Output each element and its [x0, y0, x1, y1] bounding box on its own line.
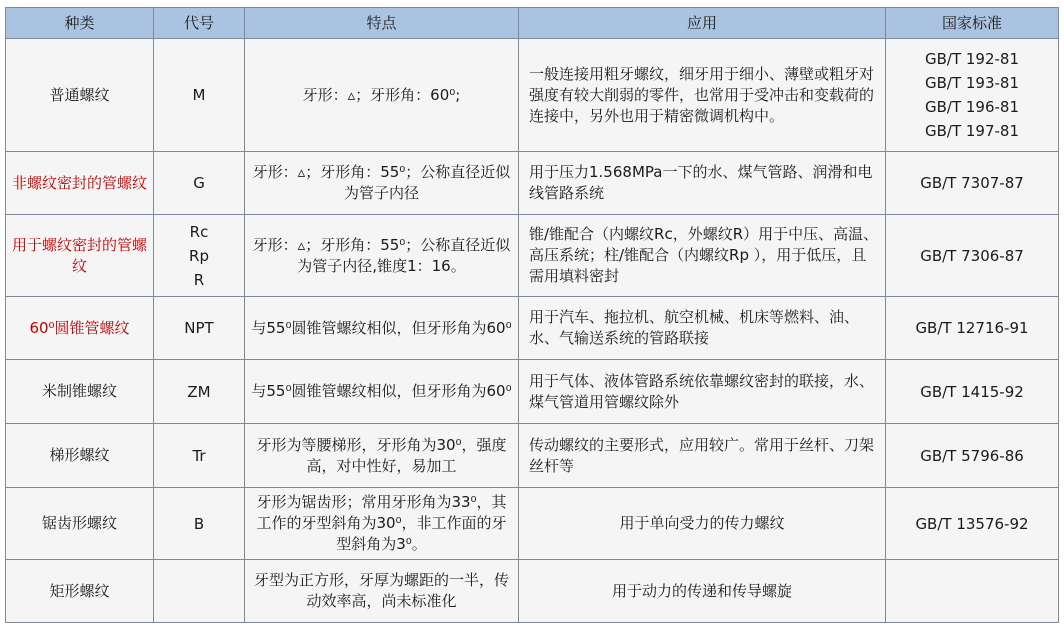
cell-standard	[886, 297, 1059, 360]
cell-kind: 矩形螺纹	[6, 560, 154, 623]
table-row	[6, 215, 1059, 297]
standard-value: GB/T 13576-92	[915, 514, 1029, 533]
standard-value: GB/T 12716-91	[915, 319, 1029, 337]
table-row	[6, 360, 1059, 424]
table-row	[6, 488, 1059, 560]
cell-standard	[886, 424, 1059, 488]
standard-value: GB/T 5796-86	[920, 446, 1024, 465]
cell-code	[154, 360, 245, 424]
cell-feature: 与55⁰圆锥管螺纹相似，但牙形角为60⁰	[245, 297, 519, 360]
cell-kind: 米制锥螺纹	[6, 360, 154, 424]
header-standard: 国家标准	[886, 8, 1059, 39]
code-value: R	[193, 270, 205, 289]
standard-value: GB/T 193-81	[924, 74, 1020, 92]
table-row	[6, 297, 1059, 360]
cell-standard	[886, 488, 1059, 560]
cell-kind: 锯齿形螺纹	[6, 488, 154, 560]
code-value: NPT	[184, 319, 214, 337]
code-value: M	[192, 86, 206, 104]
code-value: B	[193, 514, 205, 533]
cell-standard	[886, 152, 1059, 215]
cell-code	[154, 560, 245, 623]
cell-application: 用于单向受力的传力螺纹	[519, 488, 886, 560]
standard-value: GB/T 1415-92	[920, 382, 1024, 401]
header-application: 应用	[519, 8, 886, 39]
header-feature: 特点	[245, 8, 519, 39]
cell-application: 用于汽车、拖拉机、航空机械、机床等燃料、油、水、气输送系统的管路联接	[519, 297, 886, 360]
standard-value: GB/T 192-81	[924, 50, 1020, 68]
cell-code	[154, 297, 245, 360]
cell-kind: 60⁰圆锥管螺纹	[6, 297, 154, 360]
cell-application: 用于动力的传递和传导螺旋	[519, 560, 886, 623]
code-value: G	[193, 174, 205, 192]
table-row	[6, 39, 1059, 152]
cell-kind: 非螺纹密封的管螺纹	[6, 152, 154, 215]
thread-types-table	[5, 7, 1059, 623]
cell-feature: 牙形为等腰梯形，牙形角为30⁰，强度高，对中性好，易加工	[245, 424, 519, 488]
cell-standard	[886, 360, 1059, 424]
cell-feature: 牙型为正方形，牙厚为螺距的一半，传动效率高，尚未标准化	[245, 560, 519, 623]
cell-kind: 普通螺纹	[6, 39, 154, 152]
cell-standard	[886, 39, 1059, 152]
table-row	[6, 424, 1059, 488]
cell-feature: 牙形：▵；牙形角：55⁰；公称直径近似为管子内径	[245, 152, 519, 215]
standard-value: GB/T 197-81	[924, 122, 1020, 140]
cell-feature: 牙形：▵；牙形角：60⁰;	[245, 39, 519, 152]
cell-feature: 牙形：▵；牙形角：55⁰；公称直径近似为管子内径,锥度1：16。	[245, 215, 519, 297]
table-header-row	[6, 8, 1059, 39]
cell-application: 一般连接用粗牙螺纹，细牙用于细小、薄壁或粗牙对强度有较大削弱的零件，也常用于受冲击和变载荷的连接中，另外也用于精密微调机构中。	[519, 39, 886, 152]
code-value: Tr	[192, 446, 206, 465]
standard-value: GB/T 7306-87	[920, 246, 1024, 265]
table-row	[6, 560, 1059, 623]
cell-code	[154, 39, 245, 152]
cell-code	[154, 152, 245, 215]
cell-standard	[886, 560, 1059, 623]
code-value: ZM	[187, 382, 211, 401]
cell-standard	[886, 215, 1059, 297]
code-value: Rp	[189, 246, 209, 265]
cell-code	[154, 488, 245, 560]
cell-application: 用于压力1.568MPa一下的水、煤气管路、润滑和电线管路系统	[519, 152, 886, 215]
cell-feature: 牙形为锯齿形；常用牙形角为33⁰，其工作的牙型斜角为30⁰，非工作面的牙型斜角为3⁰。	[245, 488, 519, 560]
cell-code	[154, 424, 245, 488]
cell-code	[154, 215, 245, 297]
table-body	[6, 39, 1059, 623]
cell-kind: 梯形螺纹	[6, 424, 154, 488]
standard-value: GB/T 7307-87	[920, 174, 1024, 192]
cell-application: 用于气体、液体管路系统依靠螺纹密封的联接，水、煤气管道用管螺纹除外	[519, 360, 886, 424]
header-code: 代号	[154, 8, 245, 39]
code-value: Rc	[189, 222, 209, 241]
header-kind: 种类	[6, 8, 154, 39]
table-row	[6, 152, 1059, 215]
standard-value: GB/T 196-81	[924, 98, 1020, 116]
cell-feature: 与55⁰圆锥管螺纹相似，但牙形角为60⁰	[245, 360, 519, 424]
cell-kind: 用于螺纹密封的管螺纹	[6, 215, 154, 297]
cell-application: 锥/锥配合（内螺纹Rc，外螺纹R）用于中压、高温、高压系统；柱/锥配合（内螺纹Rp ），用于低压，且需用填料密封	[519, 215, 886, 297]
cell-application: 传动螺纹的主要形式，应用较广。常用于丝杆、刀架丝杆等	[519, 424, 886, 488]
